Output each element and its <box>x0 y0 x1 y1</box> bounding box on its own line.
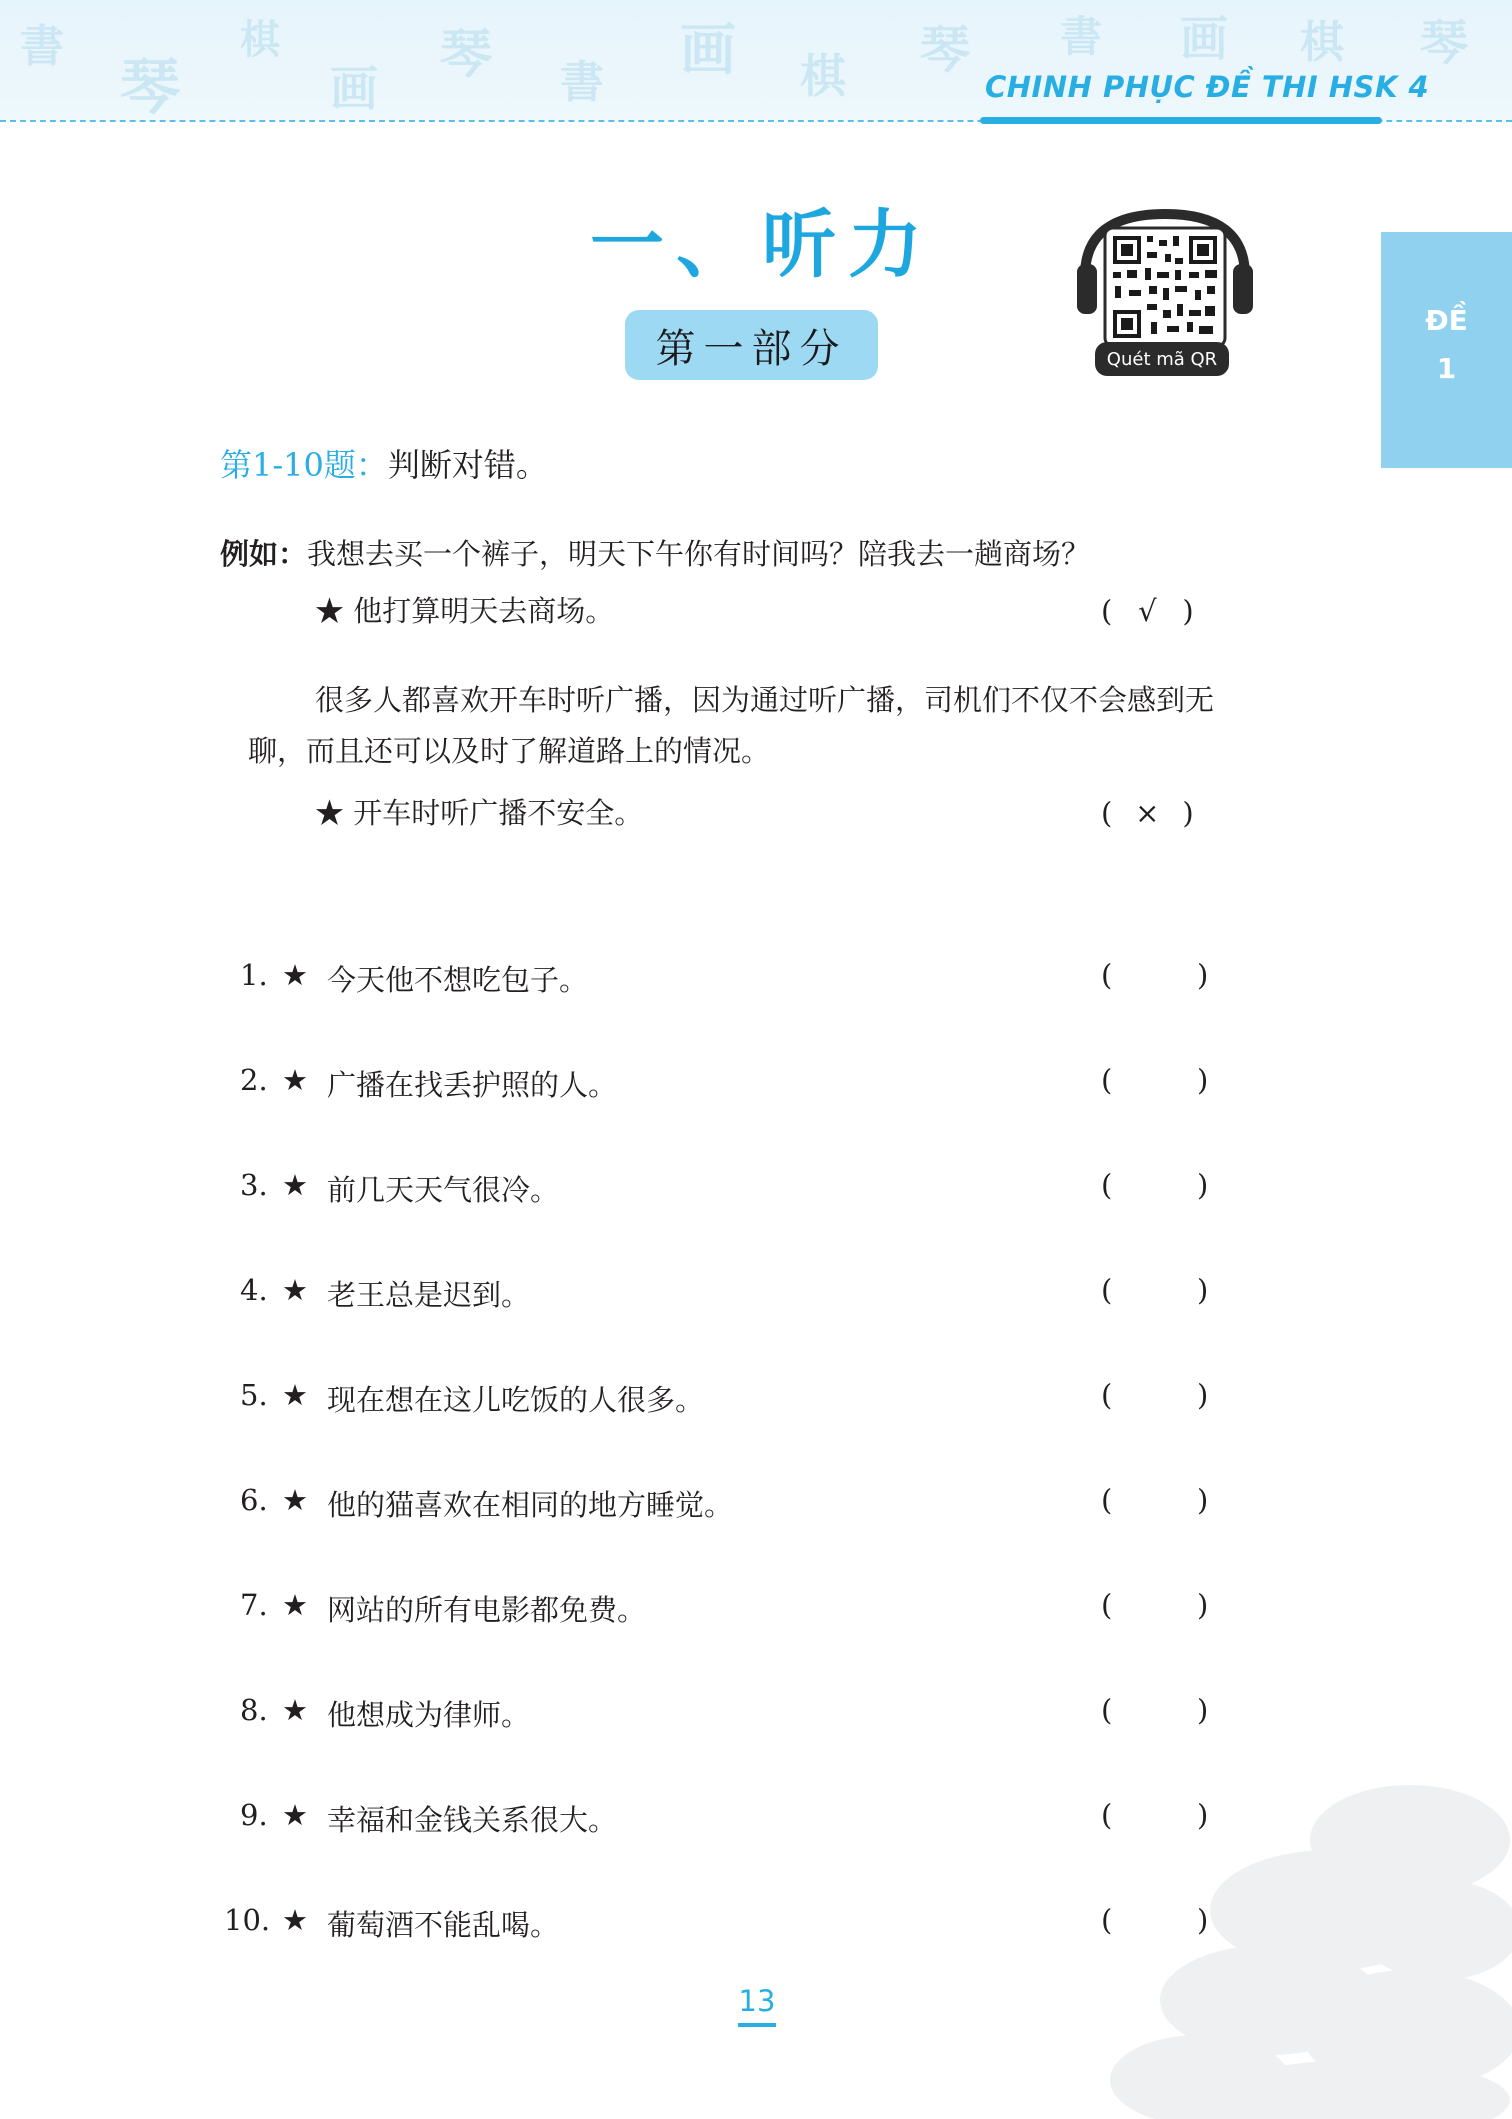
part-label: 第一部分 <box>625 310 878 380</box>
example-audio-2-line-1: 很多人都喜欢开车时听广播，因为通过听广播，司机们不仅不会感到无 <box>315 683 1215 717</box>
example-statement-1: ★ 他打算明天去商场。 <box>315 594 615 628</box>
calligraphy-decoration: 琴 <box>1420 15 1469 71</box>
example-label: 例如： <box>220 537 308 571</box>
example-statement-2: ★ 开车时听广播不安全。 <box>315 796 644 830</box>
answer-blank-open[interactable]: ( <box>1101 1588 1113 1622</box>
qr-code-headphones-icon <box>1075 206 1255 346</box>
answer-blank-close: ) <box>1197 958 1209 992</box>
question-row <box>0 1693 1512 1733</box>
question-range: 第1-10题： <box>220 446 388 484</box>
page-number: 13 <box>738 1984 776 2018</box>
star-icon: ★ <box>315 796 345 830</box>
question-number: 10. <box>224 1903 271 1937</box>
star-icon: ★ <box>282 958 308 992</box>
question-statement: 他想成为律师。 <box>327 1698 531 1732</box>
example-audio-1: 例如：我想去买一个裤子，明天下午你有时间吗？陪我去一趟商场？ <box>220 537 1091 571</box>
answer-blank-open[interactable]: ( <box>1101 958 1113 992</box>
question-number: 5. <box>240 1378 268 1412</box>
question-row <box>0 1588 1512 1628</box>
question-statement: 今天他不想吃包子。 <box>327 963 589 997</box>
question-row <box>0 1168 1512 1208</box>
star-icon: ★ <box>282 1798 308 1832</box>
cross-mark: × <box>1135 796 1160 830</box>
question-statement: 葡萄酒不能乱喝。 <box>327 1908 560 1942</box>
answer-blank-close: ) <box>1197 1903 1209 1937</box>
calligraphy-decoration: 画 <box>680 18 736 83</box>
star-icon: ★ <box>282 1063 308 1097</box>
qr-code[interactable] <box>1075 206 1255 378</box>
calligraphy-decoration: 棋 <box>800 49 846 103</box>
answer-blank-close: ) <box>1197 1168 1209 1202</box>
question-statement: 广播在找丢护照的人。 <box>327 1068 618 1102</box>
question-row <box>0 1378 1512 1418</box>
question-number: 7. <box>240 1588 268 1622</box>
answer-blank-close: ) <box>1197 1273 1209 1307</box>
answer-blank-close: ) <box>1197 1483 1209 1517</box>
question-statement: 老王总是迟到。 <box>327 1278 531 1312</box>
question-number: 2. <box>240 1063 268 1097</box>
star-icon: ★ <box>282 1483 308 1517</box>
question-number: 1. <box>240 958 268 992</box>
answer-blank-open[interactable]: ( <box>1101 1273 1113 1307</box>
page-number-underline <box>738 2023 776 2027</box>
instruction-text: 判断对错。 <box>387 446 548 484</box>
calligraphy-decoration: 琴 <box>440 25 493 85</box>
answer-blank-open[interactable]: ( <box>1101 1798 1113 1832</box>
question-number: 4. <box>240 1273 268 1307</box>
question-number: 8. <box>240 1693 268 1727</box>
question-statement: 网站的所有电影都免费。 <box>327 1593 647 1627</box>
answer-blank-open[interactable]: ( <box>1101 1903 1113 1937</box>
calligraphy-decoration: 琴 <box>920 21 970 79</box>
check-mark: √ <box>1138 594 1157 628</box>
star-icon: ★ <box>282 1168 308 1202</box>
answer-blank-open[interactable]: ( <box>1101 1483 1113 1517</box>
question-statement: 他的猫喜欢在相同的地方睡觉。 <box>327 1488 734 1522</box>
answer-blank-open[interactable]: ( <box>1101 1168 1113 1202</box>
star-icon: ★ <box>282 1693 308 1727</box>
test-tab-number: 1 <box>1436 352 1457 385</box>
test-number-tab <box>1381 232 1512 468</box>
question-number: 9. <box>240 1798 268 1832</box>
calligraphy-decoration: 書 <box>1060 12 1103 61</box>
calligraphy-decoration: 書 <box>560 57 604 108</box>
calligraphy-decoration: 棋 <box>240 17 280 63</box>
example-answer-1: ( √ ) <box>1101 594 1194 628</box>
section-title: 一、听力 <box>590 202 934 288</box>
question-statement: 幸福和金钱关系很大。 <box>327 1803 618 1837</box>
calligraphy-decoration: 琴 <box>120 53 180 120</box>
answer-blank-close: ) <box>1197 1798 1209 1832</box>
instruction <box>220 440 548 486</box>
star-icon: ★ <box>315 594 345 628</box>
answer-blank-open[interactable]: ( <box>1101 1693 1113 1727</box>
calligraphy-decoration: 書 <box>20 21 64 72</box>
book-title: CHINH PHỤC ĐỀ THI HSK 4 <box>985 70 1430 104</box>
star-icon: ★ <box>282 1378 308 1412</box>
question-row <box>0 1483 1512 1523</box>
answer-blank-close: ) <box>1197 1378 1209 1412</box>
example-audio-2-line-2: 聊，而且还可以及时了解道路上的情况。 <box>248 734 771 768</box>
tree-decoration <box>1110 1760 1512 2119</box>
question-row <box>0 958 1512 998</box>
question-row <box>0 1273 1512 1313</box>
star-icon: ★ <box>282 1903 308 1937</box>
answer-blank-open[interactable]: ( <box>1101 1378 1113 1412</box>
question-statement: 前几天天气很冷。 <box>327 1173 560 1207</box>
answer-blank-open[interactable]: ( <box>1101 1063 1113 1097</box>
question-row <box>0 1063 1512 1103</box>
qr-label: Quét mã QR <box>1095 342 1229 376</box>
answer-blank-close: ) <box>1197 1588 1209 1622</box>
book-title-underline <box>980 117 1382 124</box>
calligraphy-decoration: 棋 <box>1300 17 1344 68</box>
example-answer-2: ( × ) <box>1101 796 1194 830</box>
calligraphy-decoration: 画 <box>330 61 379 117</box>
question-number: 6. <box>240 1483 268 1517</box>
answer-blank-close: ) <box>1197 1693 1209 1727</box>
answer-blank-close: ) <box>1197 1063 1209 1097</box>
test-tab-label: ĐỀ <box>1425 304 1468 337</box>
question-number: 3. <box>240 1168 268 1202</box>
calligraphy-decoration: 画 <box>1180 11 1229 67</box>
star-icon: ★ <box>282 1273 308 1307</box>
question-statement: 现在想在这儿吃饭的人很多。 <box>327 1383 705 1417</box>
star-icon: ★ <box>282 1588 308 1622</box>
